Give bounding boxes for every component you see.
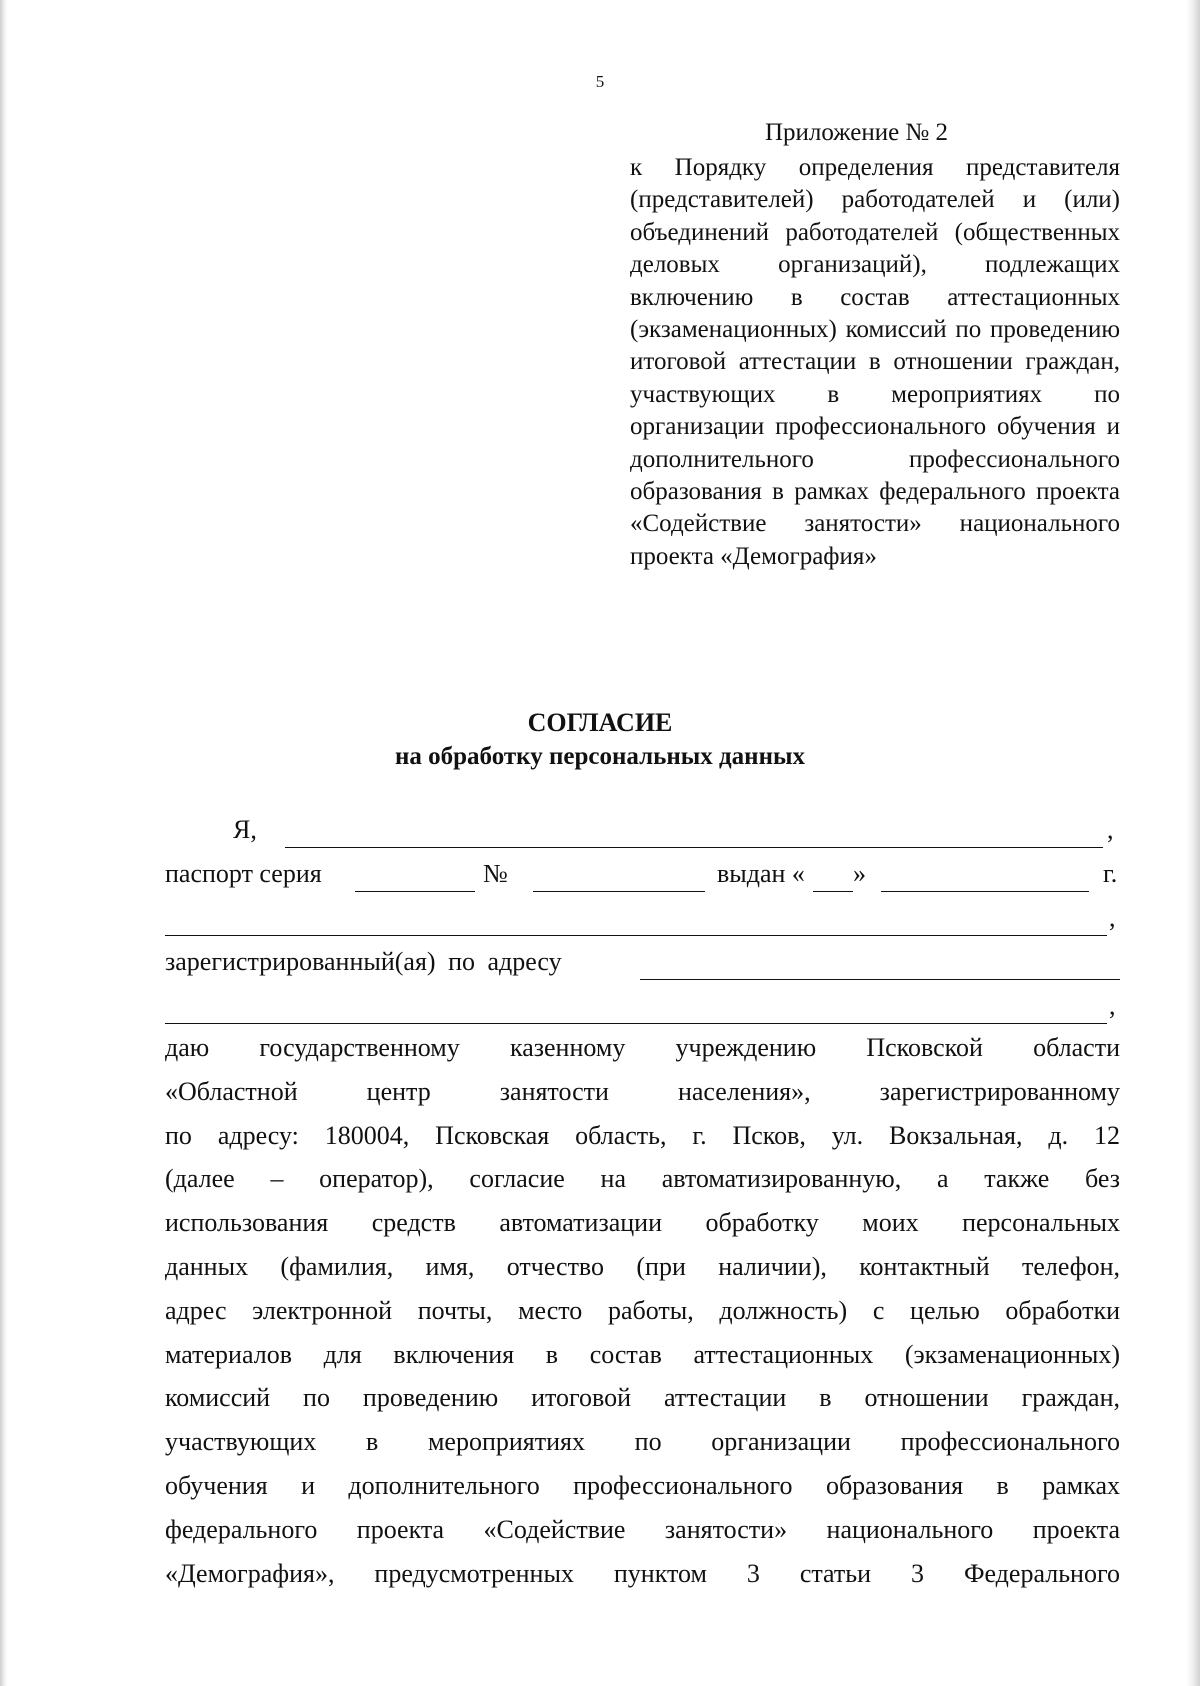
body-line: «Областной центр занятости населения», зарегистрированному xyxy=(165,1076,1120,1106)
body-line: (далее – оператор), согласие на автоматизированную, а также без xyxy=(165,1164,1120,1194)
full-name-field[interactable] xyxy=(285,823,1103,848)
body-line: данных (фамилия, имя, отчество (при наличии), контактный телефон, xyxy=(165,1251,1120,1281)
issued-close-quote: » xyxy=(853,859,866,888)
body-line: материалов для включения в состав аттестационных (экзаменационных) xyxy=(165,1339,1120,1369)
passport-series-field[interactable] xyxy=(355,867,475,892)
registered-address-field-2[interactable] xyxy=(165,999,1107,1024)
body-line: обучения и дополнительного профессионального образования в рамках xyxy=(165,1470,1120,1500)
passport-series-label: паспорт серия xyxy=(165,859,322,888)
consent-body xyxy=(165,1026,1120,1595)
body-line: использования средств автоматизации обработку моих персональных xyxy=(165,1208,1120,1238)
registered-address-field[interactable] xyxy=(640,955,1120,980)
appendix-text: к Порядку определения представителя (представителей) работодателей и (или) объединений работодателей (общественных деловых организаций), подлежащих включению в состав аттестационных (экзаменационных) комиссий по проведению итоговой аттестации в отношении граждан, участвующих в мероприятиях по организации профессионального обучения и дополнительного профессионального образования в рамках федерального проекта «Содействие занятости» национального проекта «Демография» xyxy=(630,154,1120,570)
form-line-issuer xyxy=(165,903,1120,942)
i-label: Я, xyxy=(233,815,257,844)
document-subtitle: на обработку персональных данных xyxy=(395,743,805,770)
issued-date-field[interactable] xyxy=(881,867,1089,892)
form-line-address xyxy=(165,947,1120,986)
scan-edge-left xyxy=(0,0,8,1686)
form-line-passport xyxy=(165,859,1120,898)
body-line: адрес электронной почты, место работы, должность) с целью обработки xyxy=(165,1295,1120,1325)
issued-label: выдан « xyxy=(717,859,805,888)
passport-number-field[interactable] xyxy=(533,867,705,892)
year-suffix: г. xyxy=(1103,859,1118,888)
registered-address-label: зарегистрированный(ая) по адресу xyxy=(165,947,562,976)
body-line: «Демография», предусмотренных пунктом 3 статьи 3 Федерального xyxy=(165,1558,1120,1588)
scan-edge-right xyxy=(1186,0,1200,1686)
comma: , xyxy=(1109,903,1116,932)
document-title: СОГЛАСИЕ xyxy=(527,708,673,737)
passport-number-sign: № xyxy=(483,859,508,888)
body-line: даю государственному казенному учреждению Псковской области xyxy=(165,1033,1120,1062)
body-line: федерального проекта «Содействие занятости» национального проекта xyxy=(165,1514,1120,1544)
form-line-address-cont xyxy=(165,991,1120,1030)
page-number: 5 xyxy=(595,72,605,91)
issued-day-field[interactable] xyxy=(813,867,853,892)
form-line-name xyxy=(165,815,1120,854)
comma: , xyxy=(1109,991,1116,1020)
body-line: участвующих в мероприятиях по организации профессионального xyxy=(165,1427,1120,1457)
appendix-title: Приложение № 2 xyxy=(765,119,949,146)
body-line: по адресу: 180004, Псковская область, г. Псков, ул. Вокзальная, д. 12 xyxy=(165,1120,1120,1150)
body-line: комиссий по проведению итоговой аттестации в отношении граждан, xyxy=(165,1383,1120,1413)
comma: , xyxy=(1107,815,1114,844)
issued-by-field[interactable] xyxy=(165,911,1107,936)
